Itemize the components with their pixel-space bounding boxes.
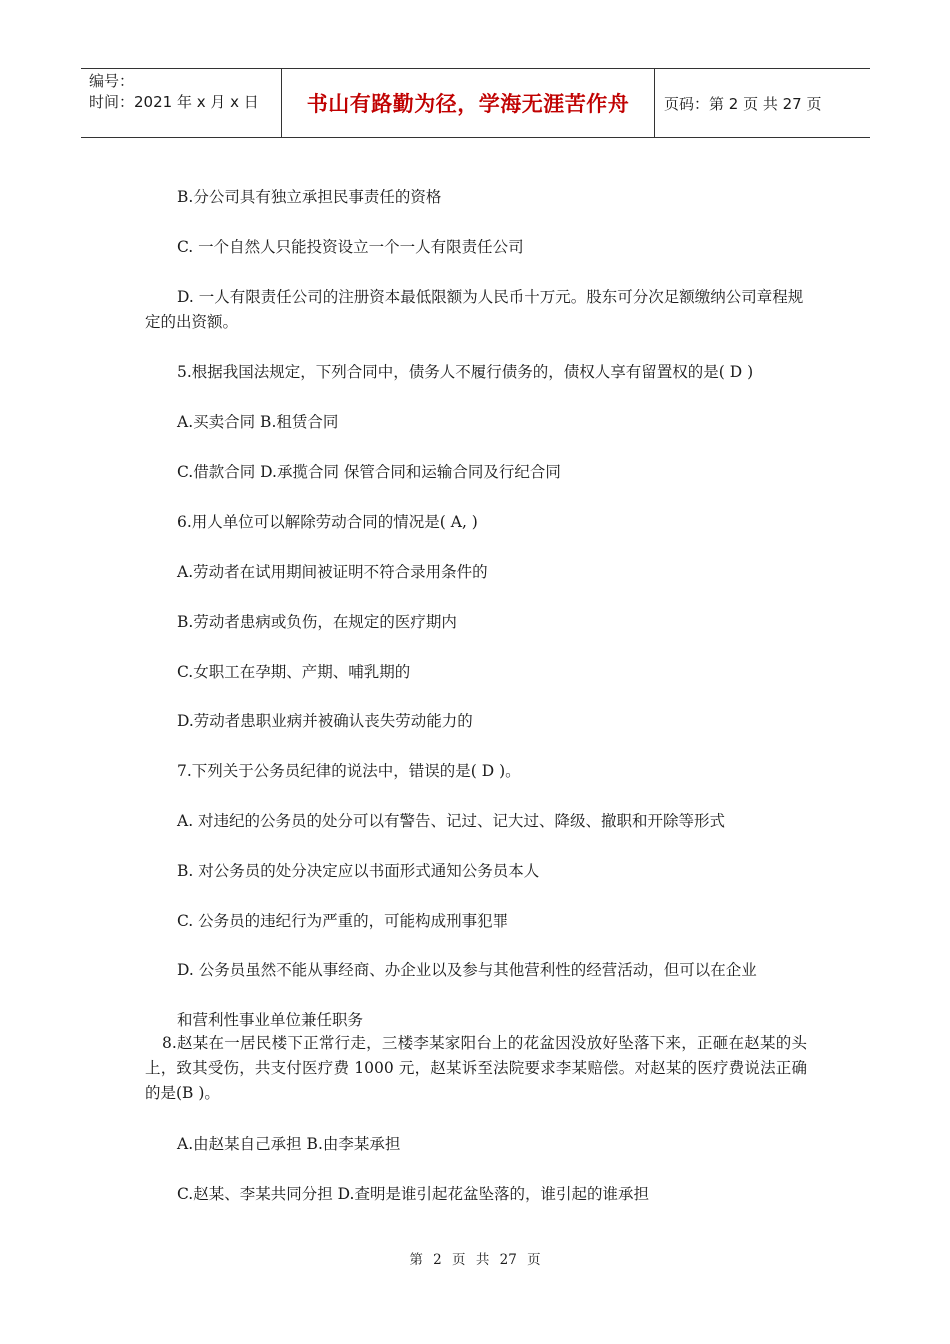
option-6a: A.劳动者在试用期间被证明不符合录用条件的 — [177, 563, 488, 581]
header-meta — [81, 69, 282, 137]
option-4d: D. 一人有限责任公司的注册资本最低限额为人民币十万元。股东可分次足额缴纳公司章程规定的出资额。 — [145, 288, 804, 331]
question-7: 7.下列关于公务员纪律的说法中，错误的是( D )。 — [177, 762, 521, 780]
option-4c: C. 一个自然人只能投资设立一个一人有限责任公司 — [177, 238, 524, 256]
option-7a: A. 对违纪的公务员的处分可以有警告、记过、记大过、降级、撤职和开除等形式 — [177, 812, 726, 830]
document-date: 时间：2021 年 x 月 x 日 — [89, 93, 259, 111]
option-7c: C. 公务员的违纪行为严重的，可能构成刑事犯罪 — [177, 912, 509, 930]
option-4b: B.分公司具有独立承担民事责任的资格 — [177, 188, 442, 206]
options-5cd: C.借款合同 D.承揽合同 保管合同和运输合同及行纪合同 — [177, 463, 561, 481]
header-page-info-cell — [655, 69, 870, 137]
question-8: 8.赵某在一居民楼下正常行走，三楼李某家阳台上的花盆因没放好坠落下来，正砸在赵某的头上，致其受伤，共支付医疗费 1000 元，赵某诉至法院要求李某赔偿。对赵某的医疗费说法正确的是(B )。 — [145, 1034, 807, 1102]
page-header — [81, 68, 870, 138]
option-7d-continued: 和营利性事业单位兼任职务 — [177, 1011, 364, 1029]
header-page-info: 页码：第 2 页 共 27 页 — [664, 94, 822, 113]
header-motto-cell — [282, 69, 655, 137]
option-7b: B. 对公务员的处分决定应以书面形式通知公务员本人 — [177, 862, 540, 880]
question-5: 5.根据我国法规定，下列合同中，债务人不履行债务的，债权人享有留置权的是( D ) — [177, 363, 754, 381]
document-number-label: 编号： — [89, 72, 135, 90]
options-8cd: C.赵某、李某共同分担 D.查明是谁引起花盆坠落的，谁引起的谁承担 — [177, 1185, 649, 1203]
option-6d: D.劳动者患职业病并被确认丧失劳动能力的 — [177, 712, 473, 730]
header-motto: 书山有路勤为径，学海无涯苦作舟 — [306, 92, 630, 116]
options-8ab: A.由赵某自己承担 B.由李某承担 — [177, 1135, 401, 1153]
page-footer: 第 2 页 共 27 页 — [409, 1252, 541, 1268]
question-6: 6.用人单位可以解除劳动合同的情况是( A, ) — [177, 513, 478, 531]
option-6c: C.女职工在孕期、产期、哺乳期的 — [177, 663, 411, 681]
options-5ab: A.买卖合同 B.租赁合同 — [177, 413, 339, 431]
option-6b: B.劳动者患病或负伤，在规定的医疗期内 — [177, 613, 457, 631]
option-7d: D. 公务员虽然不能从事经商、办企业以及参与其他营利性的经营活动，但可以在企业 — [177, 961, 757, 979]
